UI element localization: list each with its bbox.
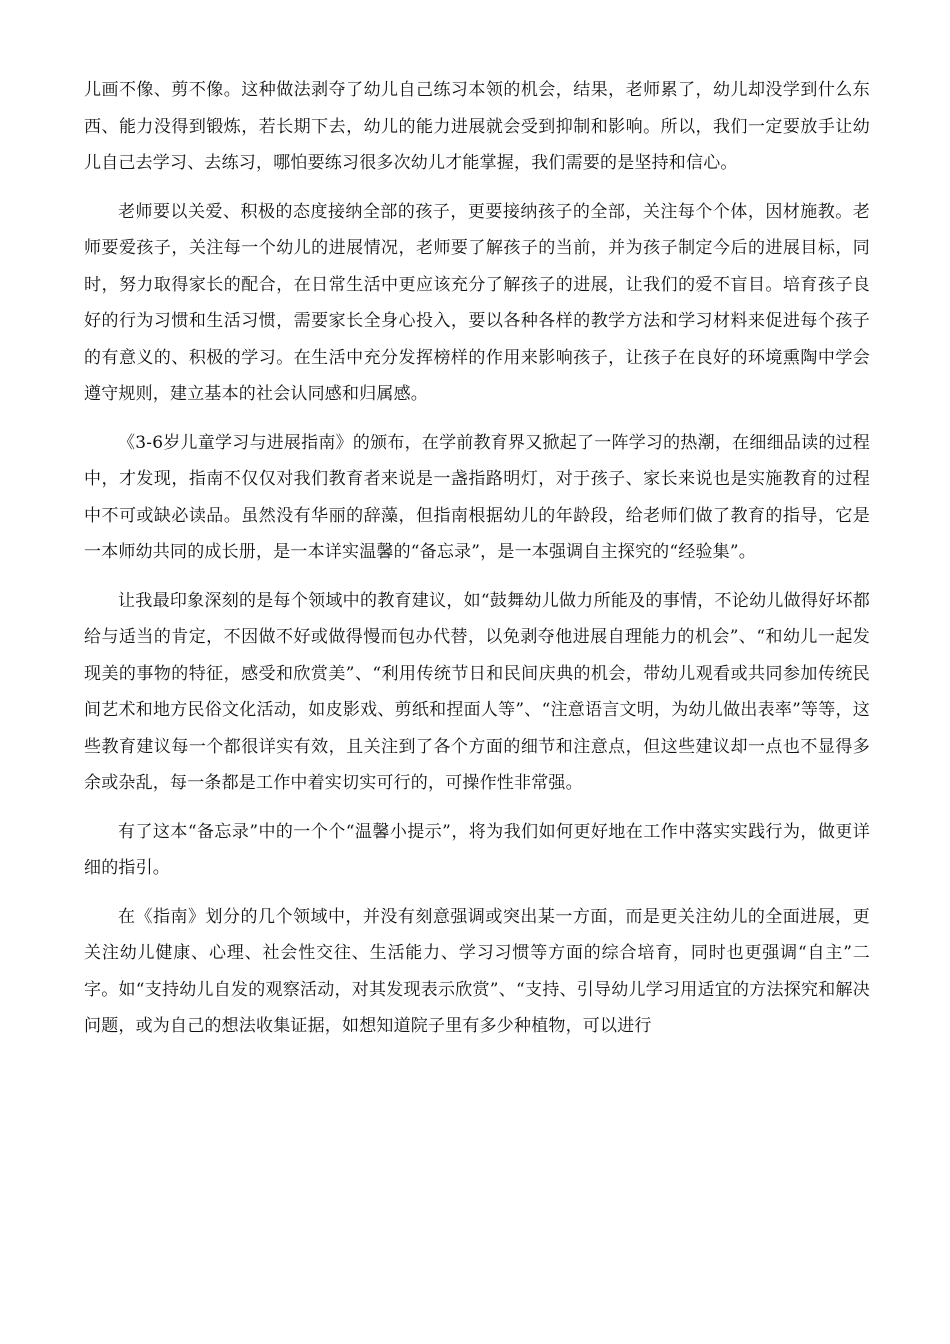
paragraph-3: 《3-6岁儿童学习与进展指南》的颁布，在学前教育界又掀起了一阵学习的热潮，在细细品读的过程中，才发现，指南不仅仅对我们教育者来说是一盏指路明灯，对于孩子、家长来说也是实施教育的过程中不可或缺必读品。虽然没有华丽的辞藻，但指南根据幼儿的年龄段，给老师们做了教育的指导，它是一本师幼共同的成长册，是一本详实温馨的“备忘录”，是一本强调自主探究的“经验集”。 (84, 432, 870, 562)
paragraph-6: 在《指南》划分的几个领域中，并没有刻意强调或突出某一方面，而是更关注幼儿的全面进展，更关注幼儿健康、心理、社会性交往、生活能力、学习习惯等方面的综合培育，同时也更强调“自主”二字。如“支持幼儿自发的观察活动，对其发现表示欣赏”、“支持、引导幼儿学习用适宜的方法探究和解决问题，或为自己的想法收集证据，如想知道院子里有多少种植物，可以进行 (84, 906, 870, 1036)
document-body (84, 72, 870, 1057)
paragraph-2: 老师要以关爱、积极的态度接纳全部的孩子，更要接纳孩子的全部，关注每个个体，因材施教。老师要爱孩子，关注每一个幼儿的进展情况，老师要了解孩子的当前，并为孩子制定今后的进展目标，同时，努力取得家长的配合，在日常生活中更应该充分了解孩子的进展，让我们的爱不盲目。培育孩子良好的行为习惯和生活习惯，需要家长全身心投入，要以各种各样的教学方法和学习材料来促进每个孩子的有意义的、积极的学习。在生活中充分发挥榜样的作用来影响孩子，让孩子在良好的环境熏陶中学会遵守规则，建立基本的社会认同感和归属感。 (84, 201, 870, 404)
paragraph-5: 有了这本“备忘录”中的一个个“温馨小提示”，将为我们如何更好地在工作中落实实践行为，做更详细的指引。 (84, 821, 870, 878)
paragraph-1: 儿画不像、剪不像。这种做法剥夺了幼儿自己练习本领的机会，结果，老师累了，幼儿却没学到什么东西、能力没得到锻炼，若长期下去，幼儿的能力进展就会受到抑制和影响。所以，我们一定要放手让幼儿自己去学习、去练习，哪怕要练习很多次幼儿才能掌握，我们需要的是坚持和信心。 (84, 80, 870, 173)
paragraph-4: 让我最印象深刻的是每个领域中的教育建议，如“鼓舞幼儿做力所能及的事情，不论幼儿做得好坏都给与适当的肯定，不因做不好或做得慢而包办代替，以免剥夺他进展自理能力的机会”、“和幼儿一起发现美的事物的特征，感受和欣赏美”、“利用传统节日和民间庆典的机会，带幼儿观看或共同参加传统民间艺术和地方民俗文化活动，如皮影戏、剪纸和捏面人等”、“注意语言文明，为幼儿做出表率”等等，这些教育建议每一个都很详实有效，且关注到了各个方面的细节和注意点，但这些建议却一点也不显得多余或杂乱，每一条都是工作中着实切实可行的，可操作性非常强。 (84, 590, 870, 793)
